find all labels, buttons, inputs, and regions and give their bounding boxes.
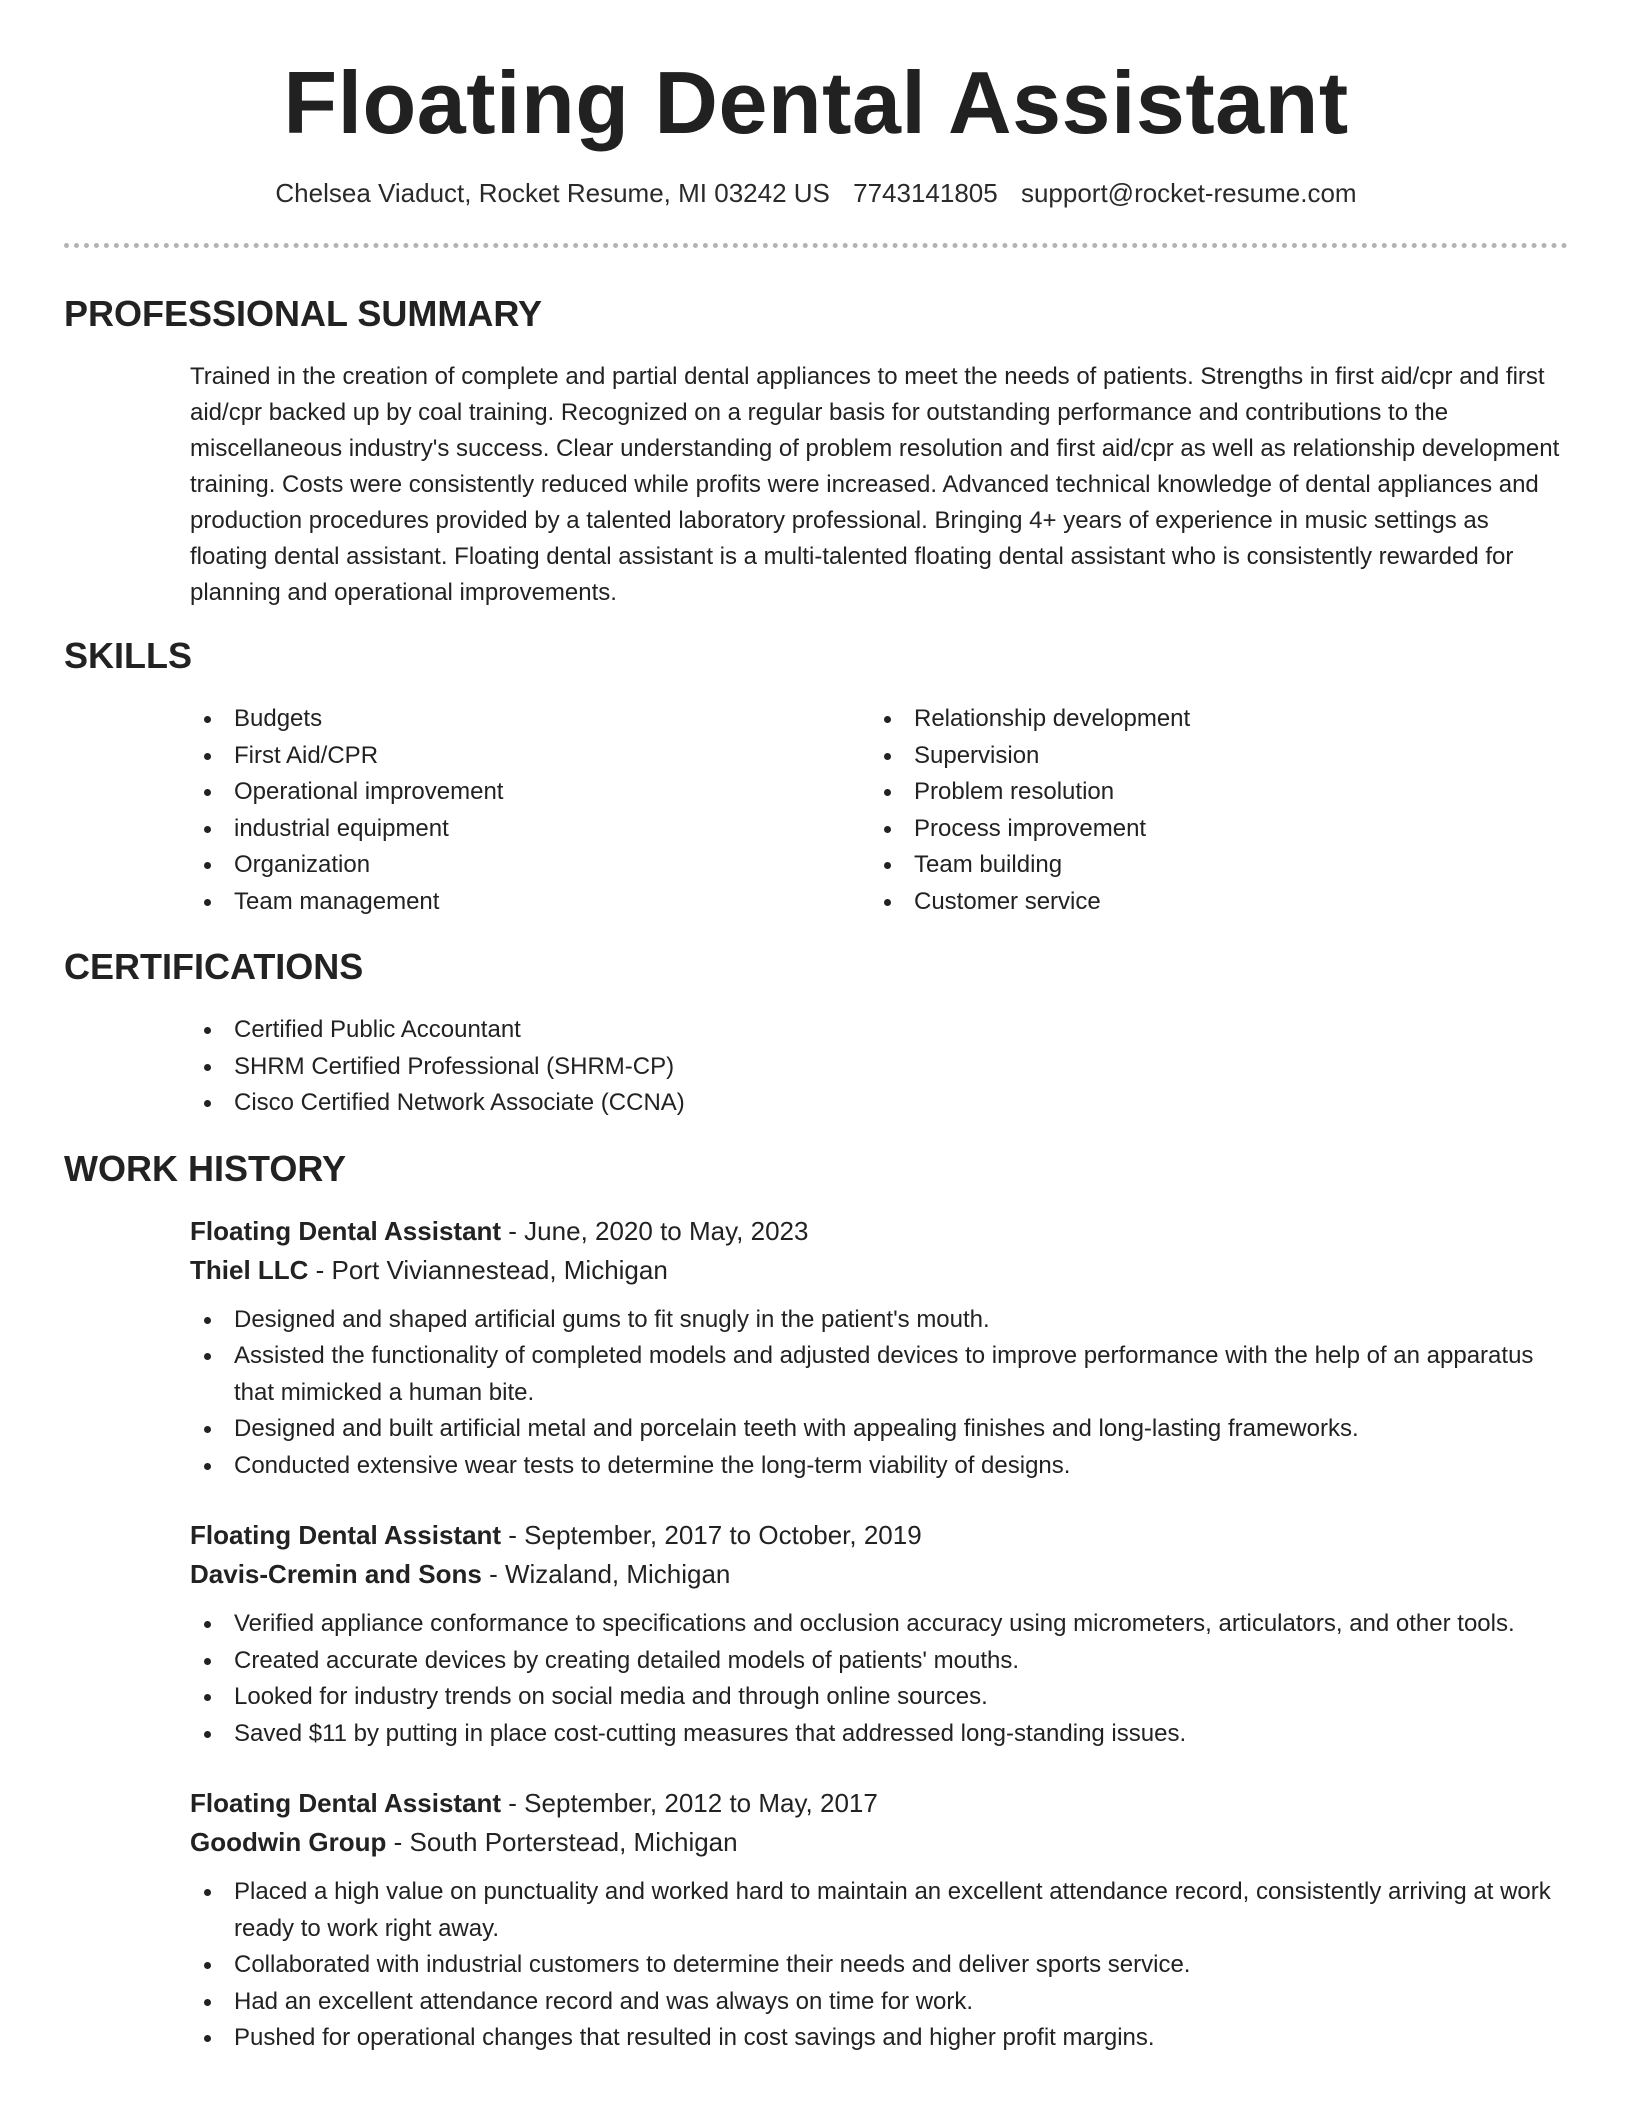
- job-entry: [190, 1784, 1568, 2057]
- summary-text: Trained in the creation of complete and partial dental appliances to meet the needs of patients. Strengths in first aid/cpr and first aid/cpr backed up by coal training. Recognized on a regular basis for outstanding performance and contributions to the miscellaneous industry's success. Clear understanding of problem resolution and first aid/cpr as well as relationship development training. Costs were consistently reduced while profits were increased. Advanced technical knowledge of dental appliances and production procedures provided by a talented laboratory professional. Bringing 4+ years of experience in music settings as floating dental assistant. Floating dental assistant is a multi-talented floating dental assistant who is consistently rewarded for planning and operational improvements.: [190, 363, 1560, 606]
- skill-item: Customer service: [870, 884, 1550, 921]
- skills-list-left: [190, 701, 870, 920]
- contact-address: Chelsea Viaduct, Rocket Resume, MI 03242 US: [275, 178, 830, 208]
- job-entry: [190, 1516, 1568, 1752]
- job-bullet: Conducted extensive wear tests to determine the long-term viability of designs.: [190, 1448, 1568, 1485]
- contact-email: support@rocket-resume.com: [1020, 178, 1357, 208]
- job-bullets: [190, 1606, 1568, 1752]
- certifications-list: [190, 1012, 1568, 1122]
- job-company: Goodwin Group: [190, 1827, 387, 1857]
- job-location: - Port Viviannestead, Michigan: [308, 1254, 668, 1285]
- job-bullet: Looked for industry trends on social media and through online sources.: [190, 1679, 1568, 1716]
- job-bullet: Placed a high value on punctuality and worked hard to maintain an excellent attendance record, consistently arriving at work ready to work right away.: [190, 1874, 1568, 1947]
- skill-item: Team management: [190, 884, 870, 921]
- job-entry: [190, 1212, 1568, 1485]
- summary-heading: PROFESSIONAL SUMMARY: [64, 293, 543, 334]
- skill-item: Team building: [870, 847, 1550, 884]
- header-divider: [64, 243, 1568, 248]
- certification-item: Certified Public Accountant: [190, 1012, 1568, 1049]
- skill-item: Problem resolution: [870, 774, 1550, 811]
- job-company: Davis-Cremin and Sons: [190, 1559, 482, 1589]
- job-company-line: [190, 1251, 1568, 1290]
- job-bullet: Assisted the functionality of completed models and adjusted devices to improve performance with the help of an apparatus that mimicked a human bite.: [190, 1338, 1568, 1411]
- job-bullet: Created accurate devices by creating detailed models of patients' mouths.: [190, 1643, 1568, 1680]
- job-title-line: [190, 1212, 1568, 1251]
- job-title-line: [190, 1516, 1568, 1555]
- job-bullet: Saved $11 by putting in place cost-cutting measures that addressed long-standing issues.: [190, 1716, 1568, 1753]
- job-bullet: Pushed for operational changes that resulted in cost savings and higher profit margins.: [190, 2020, 1568, 2057]
- job-bullets: [190, 1874, 1568, 2057]
- job-bullet: Collaborated with industrial customers to determine their needs and deliver sports service.: [190, 1947, 1568, 1984]
- job-dates: - September, 2017 to October, 2019: [501, 1520, 922, 1550]
- job-bullet: Designed and shaped artificial gums to fit snugly in the patient's mouth.: [190, 1302, 1568, 1339]
- resume-name: Floating Dental Assistant: [283, 53, 1349, 152]
- job-company-line: [190, 1555, 1568, 1594]
- job-title-line: [190, 1784, 1568, 1823]
- skill-item: Supervision: [870, 738, 1550, 775]
- skill-item: Relationship development: [870, 701, 1550, 738]
- work-history: [64, 1212, 1568, 2057]
- job-bullet: Had an excellent attendance record and was always on time for work.: [190, 1984, 1568, 2021]
- job-bullet: Verified appliance conformance to specifications and occlusion accuracy using micrometers, articulators, and other tools.: [190, 1606, 1568, 1643]
- job-bullet: Designed and built artificial metal and porcelain teeth with appealing finishes and long-lasting frameworks.: [190, 1411, 1568, 1448]
- job-company-line: [190, 1823, 1568, 1862]
- skill-item: industrial equipment: [190, 811, 870, 848]
- work-history-heading: WORK HISTORY: [64, 1147, 347, 1189]
- job-role: Floating Dental Assistant: [190, 1215, 502, 1246]
- certification-item: Cisco Certified Network Associate (CCNA): [190, 1085, 1568, 1122]
- job-dates: - June, 2020 to May, 2023: [501, 1215, 809, 1246]
- job-dates: - September, 2012 to May, 2017: [501, 1788, 878, 1818]
- job-location: - South Porterstead, Michigan: [386, 1827, 738, 1857]
- skill-item: Organization: [190, 847, 870, 884]
- contact-line: [64, 178, 1568, 209]
- skills-heading: SKILLS: [64, 635, 193, 676]
- job-bullets: [190, 1302, 1568, 1485]
- certification-item: SHRM Certified Professional (SHRM-CP): [190, 1049, 1568, 1086]
- job-company: Thiel LLC: [190, 1254, 309, 1285]
- skill-item: Process improvement: [870, 811, 1550, 848]
- job-location: - Wizaland, Michigan: [481, 1559, 731, 1589]
- contact-phone: 7743141805: [853, 178, 998, 208]
- job-role: Floating Dental Assistant: [190, 1520, 502, 1550]
- skill-item: Budgets: [190, 701, 870, 738]
- certifications-heading: CERTIFICATIONS: [64, 946, 364, 987]
- job-role: Floating Dental Assistant: [190, 1788, 502, 1818]
- skills-list-right: [870, 701, 1550, 920]
- skill-item: Operational improvement: [190, 774, 870, 811]
- skill-item: First Aid/CPR: [190, 738, 870, 775]
- skills-columns: [64, 701, 1568, 920]
